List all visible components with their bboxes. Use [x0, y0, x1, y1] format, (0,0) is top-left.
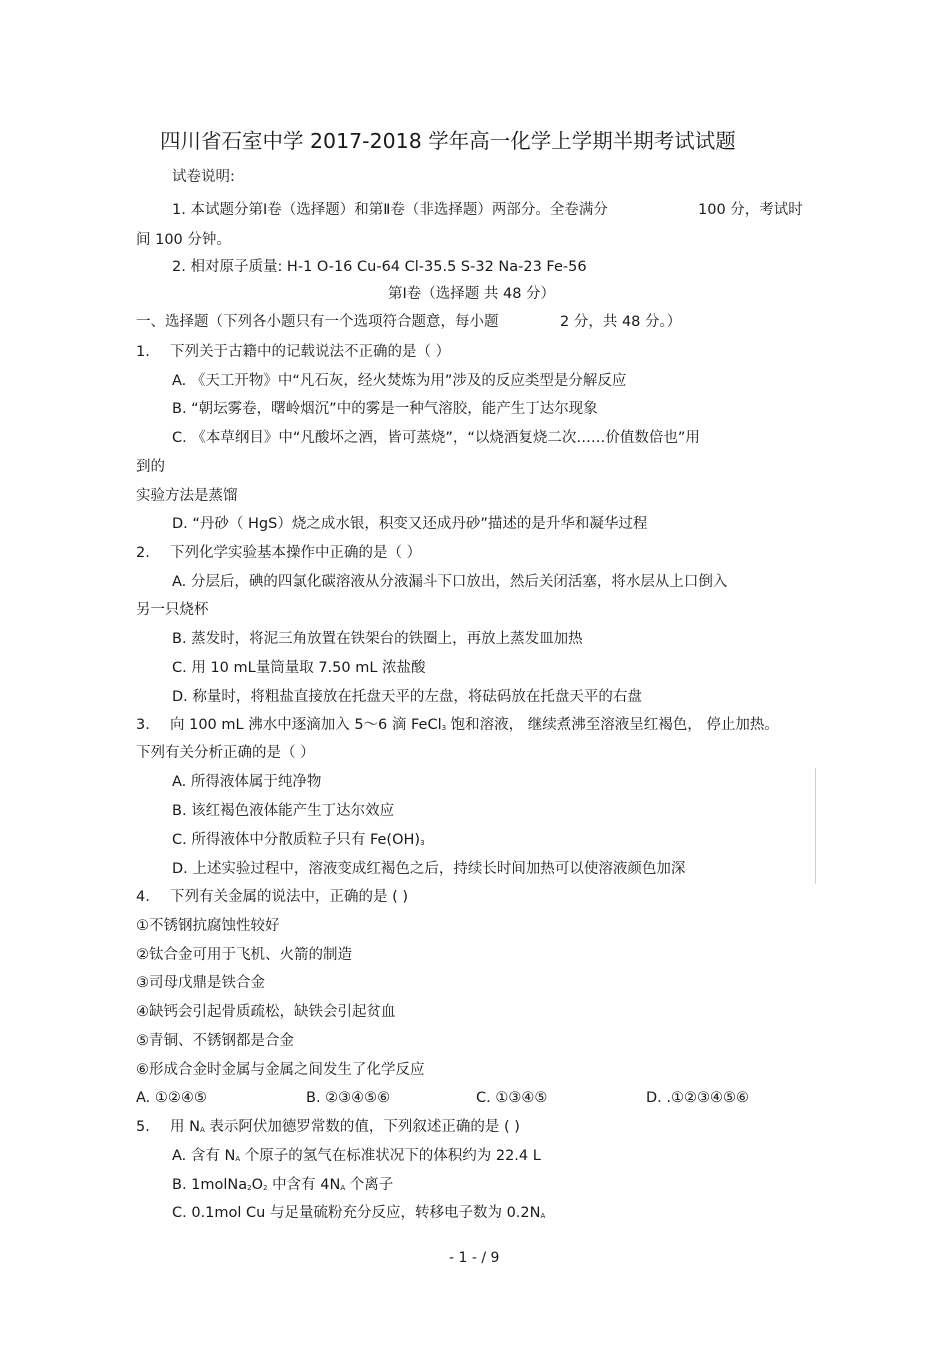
- part-title: 第Ⅰ卷（选择题 共 48 分）: [388, 286, 556, 302]
- q5-option-a: A. 含有 NA 个原子的氢气在标准状况下的体积约为 22.4 L: [172, 1148, 541, 1164]
- q4-item-4: ④缺钙会引起骨质疏松，缺铁会引起贫血: [136, 1004, 396, 1020]
- section-heading: 一、选择题（下列各小题只有一个选项符合题意，每小题: [136, 314, 499, 330]
- q1-number: 1.: [136, 344, 150, 360]
- q2-option-d: D. 称量时，将粗盐直接放在托盘天平的左盘，将砝码放在托盘天平的右盘: [172, 689, 642, 705]
- margin-rule: [815, 768, 816, 884]
- q3-option-d: D. 上述实验过程中，溶液变成红褐色之后，持续长时间加热可以使溶液颜色加深: [172, 861, 686, 877]
- intro-note-1: 1. 本试题分第Ⅰ卷（选择题）和第Ⅱ卷（非选择题）两部分。全卷满分: [172, 202, 608, 218]
- q3-option-b: B. 该红褐色液体能产生丁达尔效应: [172, 803, 395, 819]
- q1-option-d: D. “丹砂（ HgS）烧之成水银，积变又还成丹砂”描述的是升华和凝华过程: [172, 516, 648, 532]
- q4-item-2: ②钛合金可用于飞机、火箭的制造: [136, 947, 352, 963]
- section-heading-score: 2 分，共 48 分。）: [560, 314, 682, 330]
- q4-item-5: ⑤青铜、不锈钢都是合金: [136, 1033, 294, 1049]
- q2-stem: 下列化学实验基本操作中正确的是（ ）: [170, 545, 422, 561]
- q4-item-3: ③司母戊鼎是铁合金: [136, 975, 265, 991]
- q1-option-c-cont: 到的: [136, 459, 165, 475]
- q3-stem-cont: 下列有关分析正确的是（ ）: [136, 745, 315, 761]
- q4-stem: 下列有关金属的说法中，正确的是 ( ): [170, 889, 409, 905]
- q1-stem: 下列关于古籍中的记载说法不正确的是（ ）: [170, 344, 451, 360]
- q2-option-a-cont: 另一只烧杯: [136, 602, 209, 618]
- q4-item-1: ①不锈钢抗腐蚀性较好: [136, 918, 280, 934]
- q4-number: 4.: [136, 889, 150, 905]
- document-title: 四川省石室中学 2017-2018 学年高一化学上学期半期考试试题: [160, 129, 736, 153]
- q3-option-a: A. 所得液体属于纯净物: [172, 774, 322, 790]
- q1-option-c-cont2: 实验方法是蒸馏: [136, 488, 238, 504]
- intro-note-2: 2. 相对原子质量: H-1 O-16 Cu-64 Cl-35.5 S-32 Na-23 Fe-56: [172, 259, 587, 275]
- q4-item-6: ⑥形成合金时金属与金属之间发生了化学反应: [136, 1062, 425, 1078]
- q1-option-b: B. “朝坛雾卷，曙岭烟沉”中的雾是一种气溶胶，能产生丁达尔现象: [172, 401, 598, 417]
- q4-option-a: A. ①②④⑤: [136, 1090, 207, 1106]
- q2-number: 2.: [136, 545, 150, 561]
- q1-option-a: A. 《天工开物》中“凡石灰，经火焚炼为用”涉及的反应类型是分解反应: [172, 373, 627, 389]
- q1-option-c: C. 《本草纲目》中“凡酸坏之酒，皆可蒸烧”，“以烧酒复烧二次……价值数倍也”用: [172, 430, 700, 446]
- q4-option-b: B. ②③④⑤⑥: [306, 1090, 391, 1106]
- q2-option-b: B. 蒸发时，将泥三角放置在铁架台的铁圈上，再放上蒸发皿加热: [172, 631, 583, 647]
- q2-option-c: C. 用 10 mL量筒量取 7.50 mL 浓盐酸: [172, 660, 426, 676]
- q3-number: 3.: [136, 717, 150, 733]
- q5-option-c: C. 0.1mol Cu 与足量硫粉充分反应，转移电子数为 0.2NA: [172, 1205, 546, 1221]
- intro-heading: 试卷说明:: [172, 169, 235, 185]
- page-number: - 1 - / 9: [449, 1250, 500, 1266]
- q4-option-d: D. .①②③④⑤⑥: [646, 1090, 749, 1106]
- q3-option-c: C. 所得液体中分散质粒子只有 Fe(OH)3: [172, 832, 425, 848]
- q2-option-a: A. 分层后，碘的四氯化碳溶液从分液漏斗下口放出，然后关闭活塞，将水层从上口倒入: [172, 574, 728, 590]
- intro-note-1-score: 100 分，考试时: [698, 202, 803, 218]
- q3-stem: 向 100 mL 沸水中逐滴加入 5～6 滴 FeCl3 饱和溶液， 继续煮沸至溶液呈红褐色， 停止加热。: [170, 717, 779, 733]
- intro-note-1-time: 间 100 分钟。: [136, 232, 231, 248]
- q5-stem: 用 NA 表示阿伏加德罗常数的值，下列叙述正确的是 ( ): [170, 1119, 520, 1135]
- q4-option-c: C. ①③④⑤: [476, 1090, 548, 1106]
- q5-option-b: B. 1molNa2O2 中含有 4NA 个离子: [172, 1177, 394, 1193]
- q5-number: 5.: [136, 1119, 150, 1135]
